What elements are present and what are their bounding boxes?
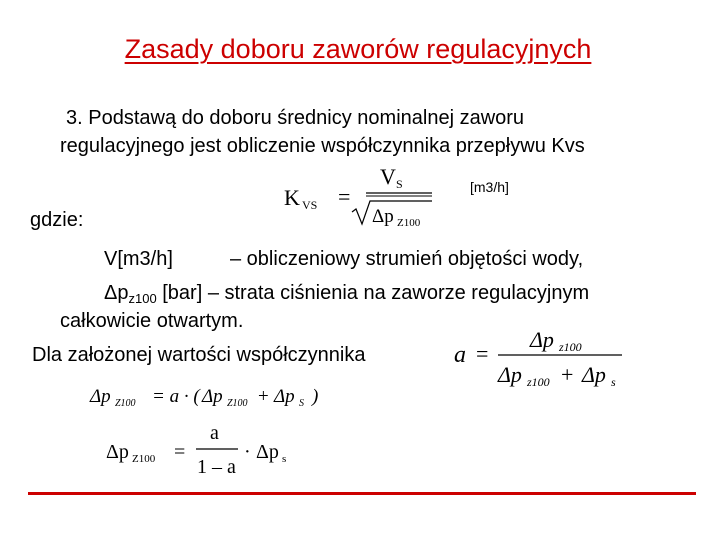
eq2-den: 1 – a	[197, 456, 236, 478]
svg-text:=: =	[338, 184, 351, 209]
eq1-term2-sub: S	[299, 398, 304, 409]
def-v-label: V[m3/h]	[104, 248, 173, 270]
def-dp-desc: [bar] – strata ciśnienia na zaworze regulacyjnym	[156, 282, 590, 304]
eq1-rhs-pre: = a · (	[152, 386, 200, 407]
authority-num-sub: z100	[559, 340, 582, 354]
authority-den-b: Δp	[582, 362, 606, 387]
eq1-term1: Δp	[202, 386, 223, 407]
equation-1	[88, 378, 348, 414]
eq1-lhs: Δp	[90, 386, 111, 407]
kvs-den: Δp	[372, 206, 394, 227]
equation-2	[104, 418, 324, 482]
eq2-num: a	[210, 422, 219, 444]
page-title: Zasady doboru zaworów regulacyjnych	[124, 34, 592, 64]
bottom-rule	[28, 492, 696, 495]
authority-den-b-sub: s	[611, 375, 616, 389]
eq1-rhs-post: )	[312, 386, 319, 407]
authority-num: Δp	[530, 327, 554, 352]
kvs-formula	[282, 160, 442, 232]
kvs-unit: [m3/h]	[470, 179, 509, 195]
point-3-line-1: 3. Podstawą do doboru średnicy nominalnej zaworu	[66, 107, 525, 129]
def-dp-sub: z100	[128, 291, 157, 306]
kvs-den-sub: Z100	[397, 217, 421, 229]
authority-den-a-sub: z100	[527, 375, 550, 389]
authority-den-a: Δp	[498, 362, 522, 387]
def-dp-line	[104, 281, 589, 311]
svg-text:=: =	[174, 441, 186, 463]
def-dp-symbol: Δp	[104, 282, 129, 304]
def-v-desc: – obliczeniowy strumień objętości wody,	[230, 248, 584, 270]
kvs-lhs: K	[284, 185, 300, 210]
kvs-num: V	[380, 164, 396, 189]
kvs-num-sub: S	[396, 177, 403, 191]
authority-formula	[450, 320, 630, 396]
eq1-plus: +	[258, 386, 269, 407]
def-dp-desc-2: całkowicie otwartym.	[60, 310, 244, 332]
authority-den-plus: +	[561, 362, 574, 387]
eq1-term1-sub: Z100	[227, 398, 248, 409]
svg-text:=: =	[476, 341, 489, 366]
eq1-lhs-sub: Z100	[115, 398, 136, 409]
authority-intro: Dla założonej wartości współczynnika	[32, 344, 366, 366]
eq2-dot: ·	[244, 441, 251, 463]
authority-lhs: a	[454, 342, 466, 368]
eq2-rhs: Δp	[256, 441, 279, 463]
kvs-lhs-sub: VS	[302, 198, 318, 212]
eq2-lhs: Δp	[106, 441, 129, 463]
where-label: gdzie:	[30, 209, 84, 231]
point-3-line-2: regulacyjnego jest obliczenie współczynnika przepływu Kvs	[60, 135, 585, 157]
eq2-rhs-sub: s	[282, 453, 287, 465]
eq1-term2: Δp	[274, 386, 295, 407]
eq2-lhs-sub: Z100	[132, 453, 156, 465]
